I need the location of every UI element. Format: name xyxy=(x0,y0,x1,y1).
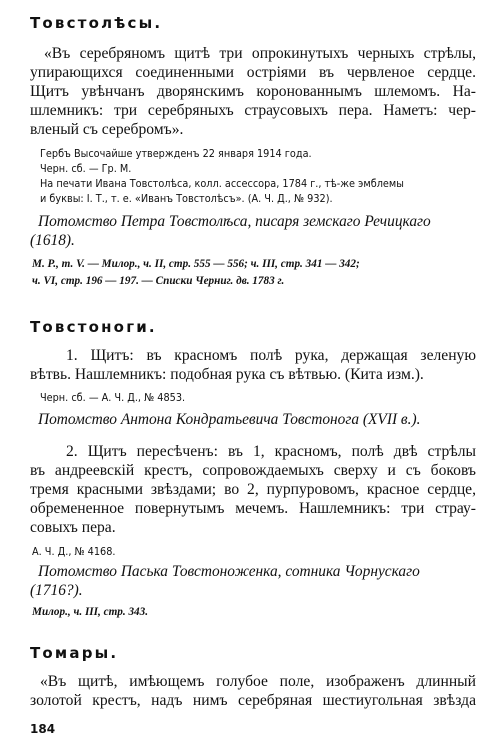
text-line: тремя красными звѣздами; во 2, пурпуровомъ, красное сердце, xyxy=(30,481,476,498)
entry-title: Томары. xyxy=(30,644,119,662)
entry-lineage xyxy=(30,562,476,600)
text-line: совыхъ пера. xyxy=(30,519,116,536)
entry-reference: Милор., ч. III, стр. 343. xyxy=(32,606,149,618)
lineage-line: (1618). xyxy=(30,232,75,249)
reference-line: ч. VI, стр. 196 — 197. — Списки Черниг. дв. 1783 г. xyxy=(32,275,285,287)
text-line: «Въ серебряномъ щитѣ три опрокинутыхъ черныхъ стрѣлы, xyxy=(44,45,476,62)
note-line: Гербъ Высочайше утвержденъ 22 января 1914 года. xyxy=(40,147,312,160)
text-line: вленый съ серебромъ». xyxy=(30,121,184,138)
text-line: упирающихся соединенными остріями въ червленое сердце. xyxy=(30,64,476,81)
entry-notes xyxy=(40,146,476,206)
note-line: и буквы: І. Т., т. е. «Иванъ Товстолѣсъ». (А. Ч. Д., № 932). xyxy=(40,192,333,205)
lineage-line: Потомство Петра Товстолѣса, писаря земскаго Речицкаго xyxy=(38,213,431,230)
entry-description xyxy=(30,672,476,710)
text-line: 1. Щитъ: въ красномъ полѣ рука, держащая зеленую xyxy=(66,347,476,364)
text-line: вѣтвь. Нашлемникъ: подобная рука съ вѣтвью. (Кита изм.). xyxy=(30,366,424,383)
entry-note: Черн. сб. — А. Ч. Д., № 4853. xyxy=(40,391,186,404)
text-line: «Въ щитѣ, имѣющемъ голубое поле, изображенъ длинный xyxy=(40,673,476,690)
text-line: обремененное повернутымъ мечемъ. Нашлемникъ: три страу- xyxy=(30,500,476,517)
entry-note: А. Ч. Д., № 4168. xyxy=(32,545,116,558)
entry-item xyxy=(30,346,476,384)
entry-references xyxy=(32,256,478,290)
entry-title: Товстоноги. xyxy=(30,318,157,336)
lineage-line: (1716?). xyxy=(30,582,83,599)
text-line: Щитъ увѣнчанъ дворянскимъ коронованнымъ шлемомъ. На- xyxy=(30,83,476,100)
text-line: 2. Щитъ пересѣченъ: въ 1, красномъ, полѣ двѣ стрѣлы xyxy=(66,443,476,460)
text-line: шлемникъ: три серебряныхъ страусовыхъ пера. Наметъ: чер- xyxy=(30,102,476,119)
text-line: въ андреевскій крестъ, сопровождаемыхъ сверху и съ боковъ xyxy=(30,462,476,479)
page-number: 184 xyxy=(30,722,56,736)
book-page xyxy=(30,0,476,750)
note-line: На печати Ивана Товстолѣса, колл. ассессора, 1784 г., тѣ-же эмблемы xyxy=(40,177,404,190)
lineage-line: Потомство Паська Товстоноженка, сотника Чорнускаго xyxy=(38,563,420,580)
entry-lineage xyxy=(30,212,476,250)
entry-title: Товстолѣсы. xyxy=(30,14,163,32)
entry-description xyxy=(30,44,476,139)
note-line: Черн. сб. — Гр. М. xyxy=(40,162,132,175)
entry-lineage: Потомство Антона Кондратьевича Товстонога (XVII в.). xyxy=(38,411,421,428)
reference-line: М. Р., т. V. — Милор., ч. II, стр. 555 — 556; ч. III, стр. 341 — 342; xyxy=(32,258,360,270)
text-line: золотой крестъ, надъ нимъ серебряная шестиугольная звѣзда xyxy=(30,692,476,709)
entry-item xyxy=(30,442,476,537)
